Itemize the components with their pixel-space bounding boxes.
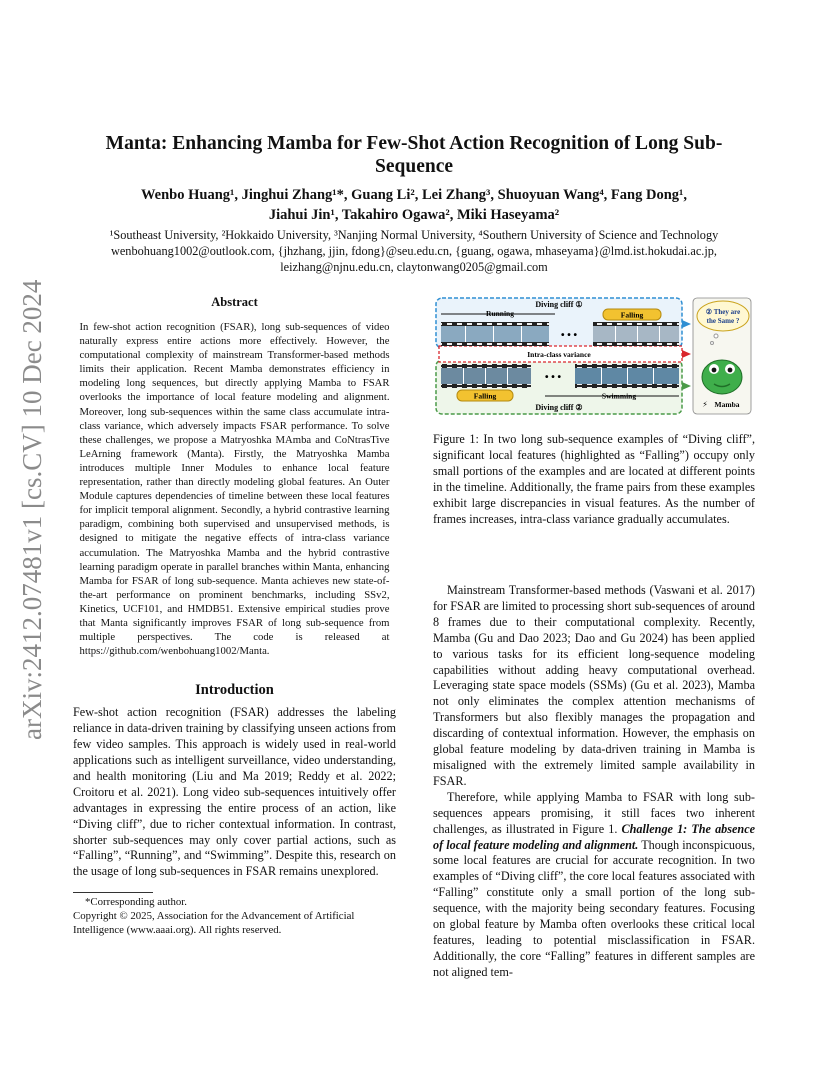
label-running: Running [486,309,514,318]
author-list [80,185,748,225]
right-column-top [433,293,755,527]
label-intra-class-variance: Intra-class variance [527,350,591,359]
right-paragraph-2-start: Therefore, while applying Mamba to FSAR with long sub-sequences appears promising, it still faces two inherent challenges, as illustrated in Figure 1. [433,789,755,836]
affiliation-emails-1: wenbohuang1002@outlook.com, {jhzhang, jjin, fdong}@seu.edu.cn, {guang, ogawa, mhaseyama}@lmd.ist.hokudai.ac.jp, [110,244,718,258]
dots-top: • • • [560,330,578,341]
authors-line-1: Wenbo Huang¹, Jinghui Zhang¹*, Guang Li², Lei Zhang³, Shuoyuan Wang⁴, Fang Dong¹, [140,187,687,203]
challenge-1-heading: Challenge 1: The absence of local feature modeling and alignment. [433,821,756,852]
introduction-heading: Introduction [195,682,274,699]
affiliation-emails-2: leizhang@njnu.edu.cn, claytonwang0205@gmail.com [280,260,548,274]
dots-bottom: • • • [544,372,562,383]
label-diving-cliff-1: Diving cliff ① [535,300,583,309]
question-bubble [697,301,749,331]
abstract-text: In few-shot action recognition (FSAR), long sub-sequences of video naturally express entire actions more effectively. However, the computational complexity of mainstream Transformer-based methods limits their application. Recent Mamba demonstrates efficiency in modeling long sequences, but directly applying Mamba to FSAR overlooks the importance of local feature modeling and alignment. Moreover, long sub-sequences within the same class accumulate intra-class variance, which adversely impacts FSAR performance. To solve these challenges, we propose a Matryoshka MAmba and CoNtrasTive LeArning framework (Manta). Firstly, the Matryoshka Mamba introduces multiple Inner Modules to enhance local feature representation, rather than directly modeling global features. An Outer Module captures dependencies of timeline between these local features for implicit temporal alignment. Secondly, a hybrid contrastive learning paradigm, combining both supervised and unsupervised methods, is designed to mitigate the negative effects of intra-class variance accumulation. The Matryoshka Mamba and the hybrid contrastive learning paradigm operate in parallel branches within Manta, enhancing Mamba for FSAR of long sub-sequence. Manta achieves new state-of-the-art performance on prominent benchmarks, including SSv2, Kinetics, UCF101, and HMDB51. Extensive empirical studies prove that Manta significantly improves FSAR of long sub-sequence from multiple perspectives. The code is released at https://github.com/wenbohuang1002/Manta. [79,321,390,658]
authors-line-2: Jiahui Jin¹, Takahiro Ogawa², Miki Haseyama² [268,207,560,223]
bubble-line-2: the Same ? [706,317,740,325]
affiliation-institutions: ¹Southeast University, ²Hokkaido University, ³Nanjing Normal University, ⁴Southern University of Science and Technology [109,228,719,242]
footnote-divider [73,892,153,893]
affiliations [70,227,758,275]
label-falling-top: Falling [620,310,644,320]
introduction-paragraph: Few-shot action recognition (FSAR) addresses the labeling reliance in data-driven training by classifying unseen actions from few video samples. This approach is widely used in real-world applications such as intelligent surveillance, video understanding, and health monitoring (Liu and Ma 2019; Reddy et al. 2022; Croitoru et al. 2021). Long video sub-sequences intuitively offer advantages in expressing the entire process of an action, like “Diving cliff”, due to richer contextual information. In contrast, shorter sub-sequences may only cover partial actions, such as “Falling”, “Running”, and “Swimming”. Despite this, research on the usage of long sub-sequences in FSAR remains unexplored. [73,705,396,879]
figure-1 [435,294,753,416]
label-swimming: Swimming [601,391,637,401]
figure-1-caption: Figure 1: In two long sub-sequence examples of “Diving cliff”, significant local features (highlighted as “Falling”) occupy only small portions of the examples and are located at different points in the timeline. Additionally, the frame pairs from these examples exhibit large discrepancies in visual features. As the number of frames increases, intra-class variance gradually accumulates. [433,432,755,526]
lightning-icon: ⚡ [702,400,708,409]
right-paragraph-2-rest: Though inconspicuous, some local features are crucial for accurate recognition. In two examples of “Diving cliff”, the core local features associated with “Falling” constitute only a small portion of the long sub-sequence, with the majority being secondary features. Focusing on global feature by Mamba often overlooks these critical local features, leading to potential misclassification in FSAR. Additionally, the core “Falling” features in different samples are not aligned tem- [433,837,755,979]
paper-title: Manta: Enhancing Mamba for Few-Shot Action Recognition of Long Sub-Sequence [105,133,723,177]
abstract-heading: Abstract [211,295,258,309]
right-paragraph-2 [433,790,755,981]
left-column [73,293,396,938]
figure-1-diagram [435,294,753,416]
arxiv-identifier: arXiv:2412.07481v1 [cs.CV] 10 Dec 2024 [17,279,47,740]
footnote-copyright: Copyright © 2025, Association for the Advancement of Artificial Intelligence (www.aaai.org). All rights reserved. [73,910,355,936]
bubble-line-1: ② They are [705,308,741,316]
right-paragraph-1: Mainstream Transformer-based methods (Vaswani et al. 2017) for FSAR are limited to processing short sub-sequences of around 8 frames due to their computational complexity. Recently, Mamba (Gu and Dao 2023; Dao and Gu 2024) has been applied to various tasks for its efficient long-sequence modeling capabilities without adding heavy computational overhead. Leveraging state space models (SSMs) (Gu et al. 2023), Mamba not only eliminates the complex attention mechanisms of Transformers but also flexibly manages the propagation and discarding of contextual information. However, the emphasis on global feature modeling by data-driven training in Mamba is misaligned with the extremely limited sample availability in FSAR. [433,583,755,788]
right-column-body [433,583,755,981]
footnote-corresponding: *Corresponding author. [85,896,187,909]
label-diving-cliff-2: Diving cliff ② [535,403,583,412]
label-falling-bottom: Falling [473,391,497,401]
label-mamba: Mamba [714,400,740,409]
mamba-icon [702,360,742,394]
